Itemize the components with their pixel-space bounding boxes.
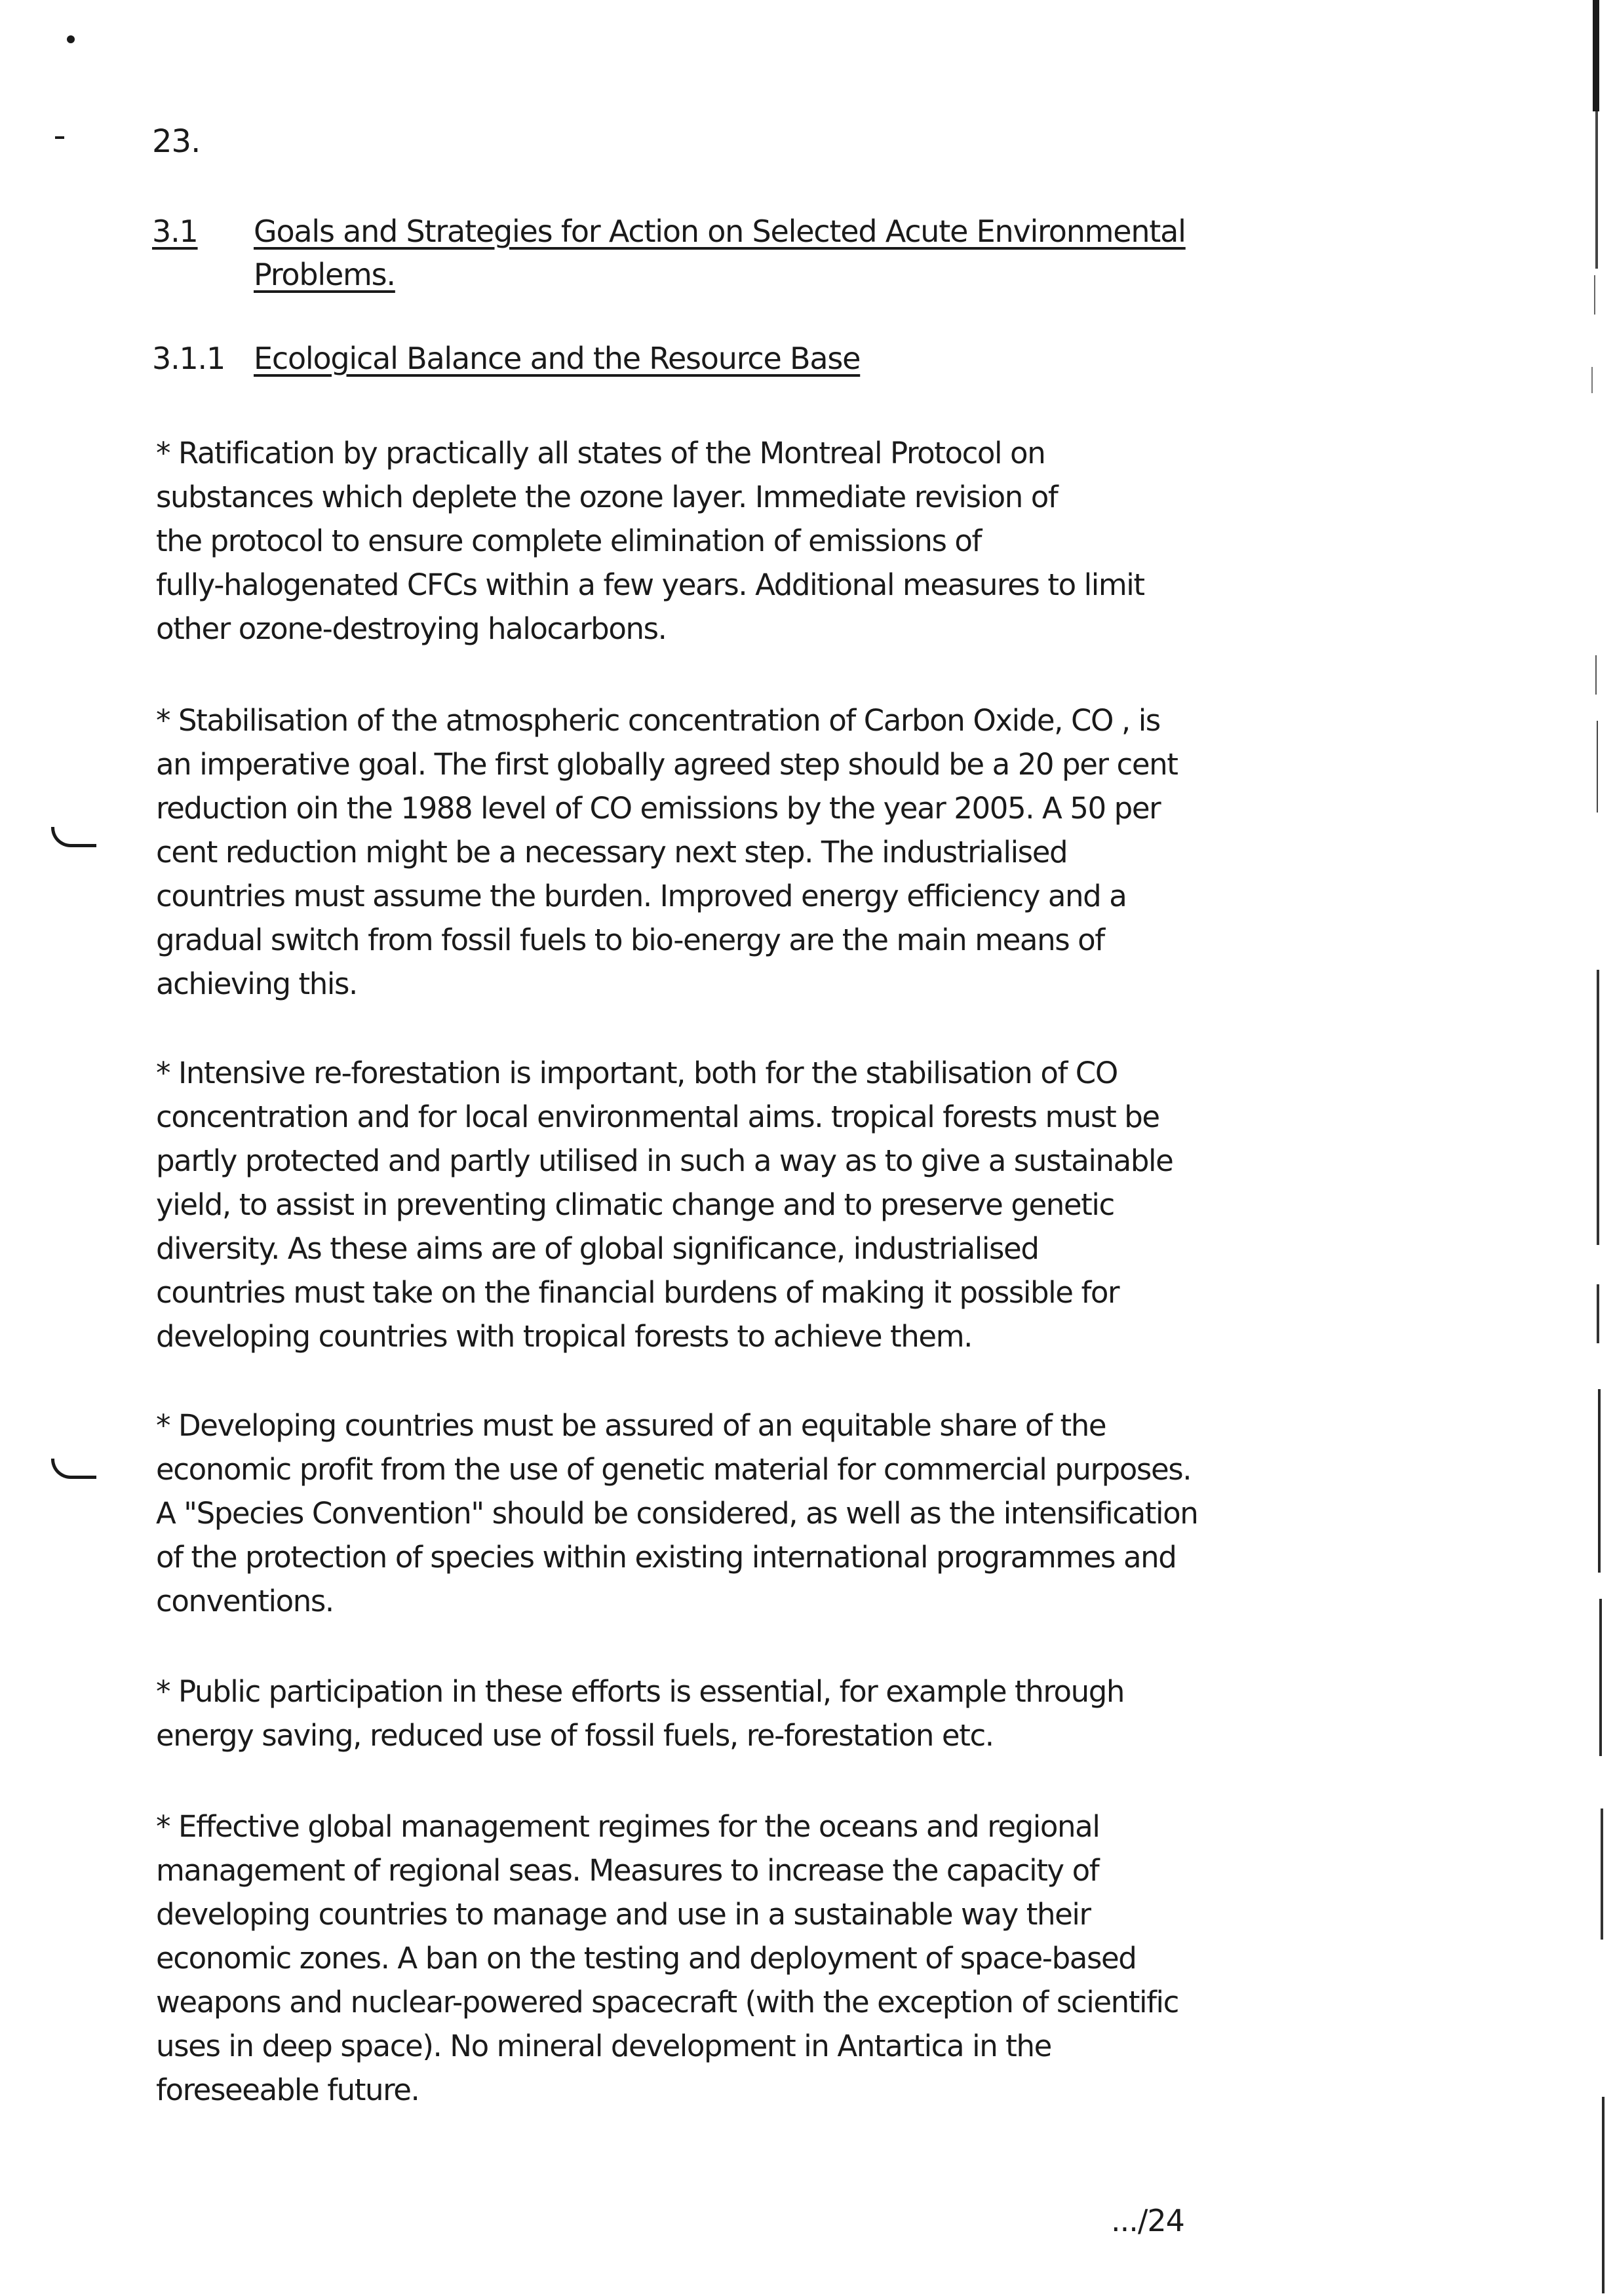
paragraph-reforestation	[156, 1051, 1336, 1358]
subsection-heading	[152, 341, 860, 376]
text-line: the protocol to ensure complete elimination of emissions of	[156, 524, 981, 558]
text-line: of the protection of species within existing international programmes and	[156, 1540, 1177, 1575]
text-line: developing countries with tropical forests to achieve them.	[156, 1319, 973, 1354]
text-line: * Intensive re-forestation is important, both for the stabilisation of CO	[156, 1056, 1118, 1090]
subsection-number: 3.1.1	[152, 341, 225, 376]
paragraph-genetic	[156, 1404, 1336, 1623]
text-line: countries must assume the burden. Improved energy efficiency and a	[156, 879, 1127, 913]
text-line: diversity. As these aims are of global significance, industrialised	[156, 1231, 1039, 1266]
text-line: yield, to assist in preventing climatic change and to preserve genetic	[156, 1187, 1114, 1222]
text-line: countries must take on the financial burdens of making it possible for	[156, 1275, 1119, 1310]
paragraph-participation	[156, 1670, 1336, 1757]
text-line: partly protected and partly utilised in such a way as to give a sustainable	[156, 1143, 1173, 1178]
text-line: cent reduction might be a necessary next step. The industrialised	[156, 835, 1068, 870]
paragraph-carbon	[156, 698, 1336, 1006]
continuation-reference: .../24	[1111, 2203, 1184, 2238]
text-line: * Effective global management regimes for the oceans and regional	[156, 1809, 1100, 1844]
scan-edge-artifact	[1563, 0, 1615, 2296]
paragraph-oceans	[156, 1805, 1336, 2112]
text-line: energy saving, reduced use of fossil fuels, re-forestation etc.	[156, 1718, 994, 1753]
text-line: management of regional seas. Measures to increase the capacity of	[156, 1853, 1099, 1888]
text-line: A "Species Convention" should be considered, as well as the intensification	[156, 1496, 1198, 1531]
subsection-title: Ecological Balance and the Resource Base	[254, 341, 861, 376]
text-line: economic profit from the use of genetic material for commercial purposes.	[156, 1452, 1192, 1487]
text-line: gradual switch from fossil fuels to bio-energy are the main means of	[156, 923, 1104, 957]
text-line: other ozone-destroying halocarbons.	[156, 611, 667, 646]
text-line: * Stabilisation of the atmospheric concentration of Carbon Oxide, CO , is	[156, 703, 1160, 738]
paragraph-ozone	[156, 431, 1336, 651]
scan-binding-mark	[51, 1459, 96, 1479]
text-line: conventions.	[156, 1584, 334, 1618]
text-line: reduction oin the 1988 level of CO emissions by the year 2005. A 50 per	[156, 791, 1161, 826]
text-line: developing countries to manage and use in a sustainable way their	[156, 1897, 1091, 1932]
section-title-continued: Problems.	[254, 257, 395, 292]
section-number: 3.1	[152, 214, 198, 249]
text-line: weapons and nuclear-powered spacecraft (with the exception of scientific	[156, 1985, 1179, 2019]
text-line: fully-halogenated CFCs within a few years. Additional measures to limit	[156, 567, 1144, 602]
text-line: achieving this.	[156, 966, 357, 1001]
section-title: Goals and Strategies for Action on Selected Acute Environmental	[254, 214, 1186, 249]
text-line: substances which deplete the ozone layer. Immediate revision of	[156, 480, 1058, 514]
text-line: * Public participation in these efforts is essential, for example through	[156, 1674, 1125, 1709]
text-line: economic zones. A ban on the testing and deployment of space-based	[156, 1941, 1137, 1976]
text-line: * Ratification by practically all states of the Montreal Protocol on	[156, 436, 1045, 470]
scan-dash-mark	[55, 136, 64, 139]
text-line: an imperative goal. The first globally agreed step should be a 20 per cent	[156, 747, 1178, 782]
scan-dot-mark	[67, 35, 75, 43]
scan-binding-mark	[51, 827, 96, 847]
section-heading	[152, 210, 1332, 296]
text-line: foreseeable future.	[156, 2073, 419, 2107]
text-line: uses in deep space). No mineral development in Antartica in the	[156, 2029, 1051, 2063]
text-line: concentration and for local environmental aims. tropical forests must be	[156, 1100, 1159, 1134]
text-line: * Developing countries must be assured of an equitable share of the	[156, 1408, 1106, 1443]
page-number: 23.	[152, 123, 201, 160]
